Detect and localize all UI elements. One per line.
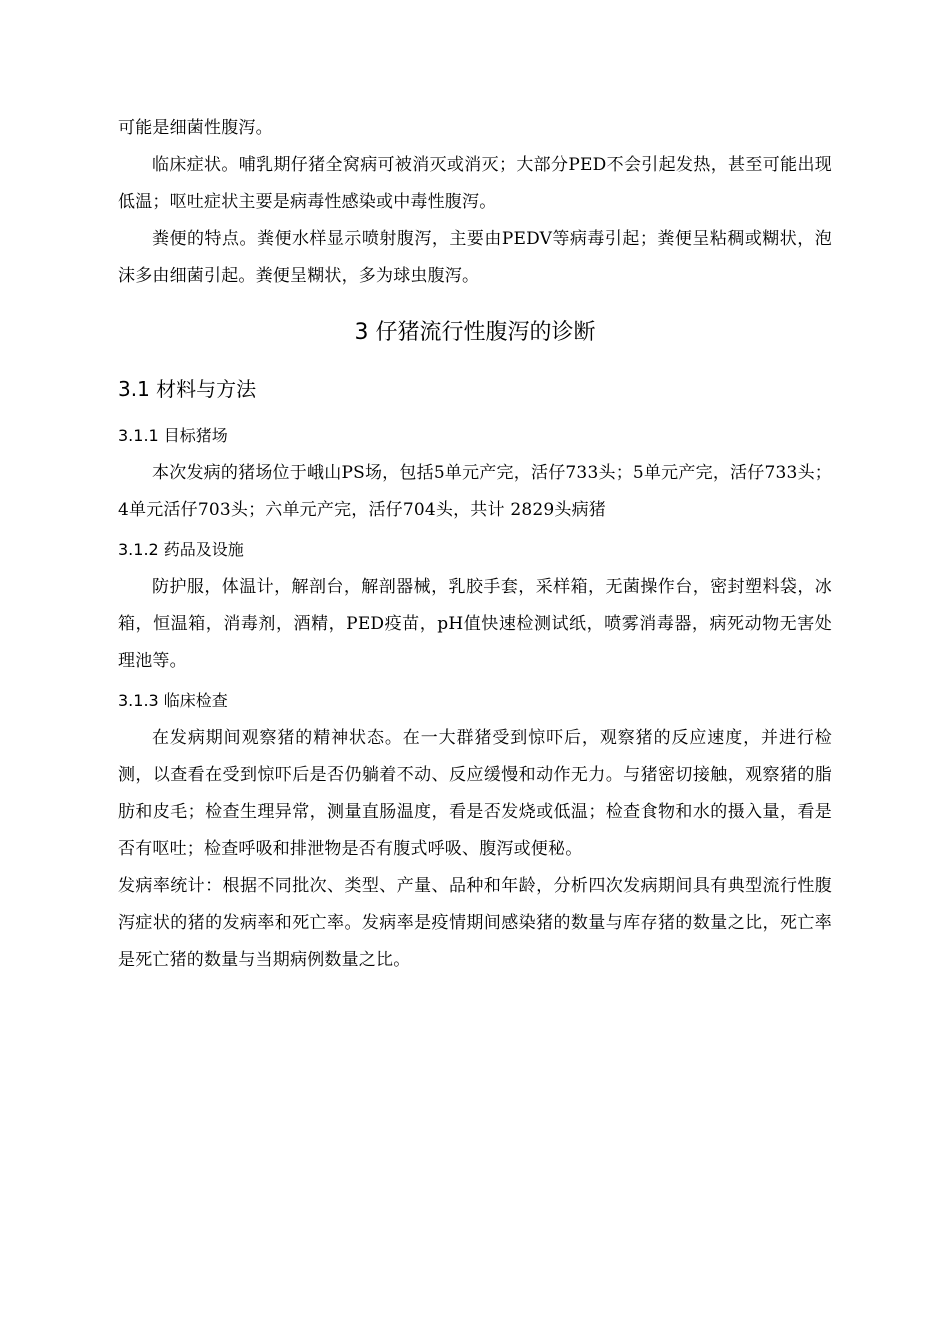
- subsection-title-3-1-1: 3.1.1 目标猪场: [118, 426, 228, 445]
- intro-paragraph-feces: 粪便的特点。粪便水样显示喷射腹泻，主要由PEDV等病毒引起；粪便呈粘稠或糊状，泡沫多由细菌引起。粪便呈糊状，多为球虫腹泻。: [118, 229, 832, 286]
- subsection-text-3-1-3-statistics: 发病率统计：根据不同批次、类型、产量、品种和年龄，分析四次发病期间具有典型流行性腹泻症状的猪的发病率和死亡率。发病率是疫情期间感染猪的数量与库存猪的数量之比，死亡率是死亡猪的数量与当期病例数量之比。: [118, 876, 832, 970]
- intro-paragraph-1: 可能是细菌性腹泻。: [118, 118, 273, 138]
- chapter-title: 3 仔猪流行性腹泻的诊断: [354, 320, 596, 345]
- section-title-3-1: 3.1 材料与方法: [118, 377, 257, 401]
- subsection-text-3-1-1: 本次发病的猪场位于峨山PS场，包括5单元产完，活仔733头；5单元产完，活仔733头；4单元活仔703头；六单元产完，活仔704头，共计 2829头病猪: [118, 463, 832, 520]
- subsection-text-3-1-3-observation: 在发病期间观察猪的精神状态。在一大群猪受到惊吓后，观察猪的反应速度，并进行检测，以查看在受到惊吓后是否仍躺着不动、反应缓慢和动作无力。与猪密切接触，观察猪的脂肪和皮毛；检查生理异常，测量直肠温度，看是否发烧或低温；检查食物和水的摄入量，看是否有呕吐；检查呼吸和排泄物是否有腹式呼吸、腹泻或便秘。: [118, 728, 832, 859]
- document-page: [118, 110, 832, 979]
- subsection-title-3-1-2: 3.1.2 药品及设施: [118, 540, 244, 559]
- subsection-text-3-1-2: 防护服，体温计，解剖台，解剖器械，乳胶手套，采样箱，无菌操作台，密封塑料袋，冰箱，恒温箱，消毒剂，酒精，PED疫苗，pH值快速检测试纸，喷雾消毒器，病死动物无害处理池等。: [118, 577, 832, 671]
- subsection-title-3-1-3: 3.1.3 临床检查: [118, 691, 228, 710]
- intro-paragraph-clinical-symptoms: 临床症状。哺乳期仔猪全窝病可被消灭或消灭；大部分PED不会引起发热，甚至可能出现低温；呕吐症状主要是病毒性感染或中毒性腹泻。: [118, 155, 832, 212]
